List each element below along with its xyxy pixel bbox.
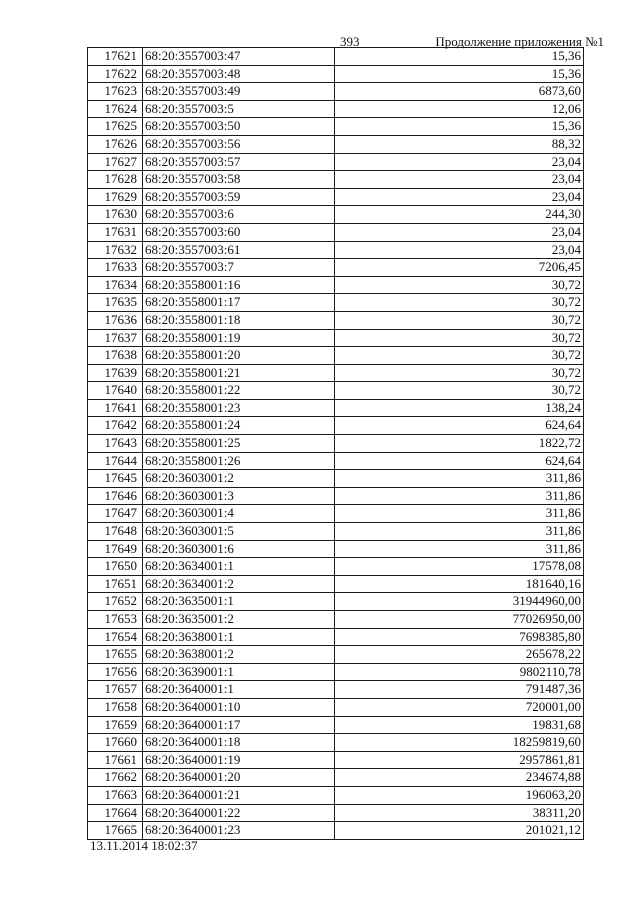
value-cell: 311,86 [335, 487, 584, 505]
cadastral-number-cell: 68:20:3557003:56 [143, 135, 335, 153]
value-cell: 624,64 [335, 452, 584, 470]
row-number-cell: 17629 [88, 188, 143, 206]
table-row [88, 118, 584, 136]
row-number-cell: 17649 [88, 540, 143, 558]
cadastral-number-cell: 68:20:3640001:17 [143, 716, 335, 734]
row-number-cell: 17642 [88, 417, 143, 435]
cadastral-number-cell: 68:20:3635001:1 [143, 593, 335, 611]
table-row [88, 329, 584, 347]
row-number-cell: 17640 [88, 382, 143, 400]
value-cell: 30,72 [335, 294, 584, 312]
table-row [88, 628, 584, 646]
table-row [88, 83, 584, 101]
cadastral-number-cell: 68:20:3558001:25 [143, 435, 335, 453]
row-number-cell: 17630 [88, 206, 143, 224]
row-number-cell: 17645 [88, 470, 143, 488]
cadastral-number-cell: 68:20:3640001:22 [143, 804, 335, 822]
row-number-cell: 17643 [88, 435, 143, 453]
value-cell: 31944960,00 [335, 593, 584, 611]
value-cell: 23,04 [335, 241, 584, 259]
cadastral-number-cell: 68:20:3640001:21 [143, 786, 335, 804]
cadastral-number-cell: 68:20:3603001:4 [143, 505, 335, 523]
value-cell: 23,04 [335, 223, 584, 241]
value-cell: 311,86 [335, 523, 584, 541]
value-cell: 720001,00 [335, 698, 584, 716]
table-row [88, 804, 584, 822]
value-cell: 311,86 [335, 470, 584, 488]
table-row [88, 452, 584, 470]
row-number-cell: 17658 [88, 698, 143, 716]
row-number-cell: 17624 [88, 100, 143, 118]
value-cell: 38311,20 [335, 804, 584, 822]
table-row [88, 135, 584, 153]
value-cell: 138,24 [335, 399, 584, 417]
table-row [88, 611, 584, 629]
value-cell: 2957861,81 [335, 751, 584, 769]
cadastral-number-cell: 68:20:3635001:2 [143, 611, 335, 629]
value-cell: 791487,36 [335, 681, 584, 699]
table-row [88, 294, 584, 312]
value-cell: 15,36 [335, 65, 584, 83]
table-row [88, 48, 584, 66]
value-cell: 265678,22 [335, 646, 584, 664]
value-cell: 30,72 [335, 347, 584, 365]
value-cell: 30,72 [335, 329, 584, 347]
cadastral-number-cell: 68:20:3558001:23 [143, 399, 335, 417]
value-cell: 244,30 [335, 206, 584, 224]
table-row [88, 435, 584, 453]
row-number-cell: 17628 [88, 171, 143, 189]
table-row [88, 663, 584, 681]
cadastral-number-cell: 68:20:3557003:50 [143, 118, 335, 136]
cadastral-number-cell: 68:20:3603001:6 [143, 540, 335, 558]
cadastral-table [87, 47, 583, 840]
table-row [88, 100, 584, 118]
value-cell: 234674,88 [335, 769, 584, 787]
row-number-cell: 17651 [88, 575, 143, 593]
cadastral-number-cell: 68:20:3557003:49 [143, 83, 335, 101]
footer-timestamp: 13.11.2014 18:02:37 [90, 838, 198, 853]
row-number-cell: 17664 [88, 804, 143, 822]
value-cell: 23,04 [335, 188, 584, 206]
table-row [88, 470, 584, 488]
table-row [88, 153, 584, 171]
value-cell: 1822,72 [335, 435, 584, 453]
cadastral-number-cell: 68:20:3603001:3 [143, 487, 335, 505]
value-cell: 12,06 [335, 100, 584, 118]
row-number-cell: 17646 [88, 487, 143, 505]
row-number-cell: 17641 [88, 399, 143, 417]
table-row [88, 822, 584, 840]
value-cell: 311,86 [335, 540, 584, 558]
row-number-cell: 17662 [88, 769, 143, 787]
table-body [88, 48, 584, 840]
row-number-cell: 17626 [88, 135, 143, 153]
cadastral-number-cell: 68:20:3557003:7 [143, 259, 335, 277]
cadastral-number-cell: 68:20:3558001:20 [143, 347, 335, 365]
value-cell: 30,72 [335, 311, 584, 329]
table-row [88, 646, 584, 664]
value-cell: 30,72 [335, 276, 584, 294]
cadastral-number-cell: 68:20:3640001:23 [143, 822, 335, 840]
value-cell: 201021,12 [335, 822, 584, 840]
value-cell: 19831,68 [335, 716, 584, 734]
table-row [88, 347, 584, 365]
row-number-cell: 17627 [88, 153, 143, 171]
cadastral-number-cell: 68:20:3639001:1 [143, 663, 335, 681]
row-number-cell: 17653 [88, 611, 143, 629]
table-row [88, 276, 584, 294]
row-number-cell: 17647 [88, 505, 143, 523]
row-number-cell: 17635 [88, 294, 143, 312]
table-row [88, 786, 584, 804]
value-cell: 77026950,00 [335, 611, 584, 629]
row-number-cell: 17665 [88, 822, 143, 840]
value-cell: 17578,08 [335, 558, 584, 576]
table-row [88, 311, 584, 329]
value-cell: 23,04 [335, 153, 584, 171]
cadastral-number-cell: 68:20:3557003:60 [143, 223, 335, 241]
table-row [88, 575, 584, 593]
cadastral-number-cell: 68:20:3603001:2 [143, 470, 335, 488]
row-number-cell: 17637 [88, 329, 143, 347]
cadastral-number-cell: 68:20:3558001:17 [143, 294, 335, 312]
row-number-cell: 17654 [88, 628, 143, 646]
row-number-cell: 17636 [88, 311, 143, 329]
table-row [88, 505, 584, 523]
value-cell: 181640,16 [335, 575, 584, 593]
table-row [88, 171, 584, 189]
row-number-cell: 17639 [88, 364, 143, 382]
row-number-cell: 17625 [88, 118, 143, 136]
value-cell: 15,36 [335, 48, 584, 66]
table-row [88, 593, 584, 611]
cadastral-number-cell: 68:20:3557003:59 [143, 188, 335, 206]
cadastral-number-cell: 68:20:3557003:57 [143, 153, 335, 171]
value-cell: 23,04 [335, 171, 584, 189]
table-row [88, 65, 584, 83]
row-number-cell: 17663 [88, 786, 143, 804]
row-number-cell: 17656 [88, 663, 143, 681]
value-cell: 30,72 [335, 382, 584, 400]
table-row [88, 769, 584, 787]
table-row [88, 364, 584, 382]
row-number-cell: 17661 [88, 751, 143, 769]
cadastral-number-cell: 68:20:3557003:5 [143, 100, 335, 118]
table-row [88, 698, 584, 716]
row-number-cell: 17648 [88, 523, 143, 541]
cadastral-number-cell: 68:20:3558001:18 [143, 311, 335, 329]
cadastral-number-cell: 68:20:3557003:58 [143, 171, 335, 189]
row-number-cell: 17638 [88, 347, 143, 365]
value-cell: 7698385,80 [335, 628, 584, 646]
cadastral-number-cell: 68:20:3557003:6 [143, 206, 335, 224]
cadastral-number-cell: 68:20:3640001:1 [143, 681, 335, 699]
cadastral-number-cell: 68:20:3638001:1 [143, 628, 335, 646]
row-number-cell: 17633 [88, 259, 143, 277]
value-cell: 15,36 [335, 118, 584, 136]
cadastral-number-cell: 68:20:3638001:2 [143, 646, 335, 664]
value-cell: 624,64 [335, 417, 584, 435]
table-row [88, 188, 584, 206]
table-row [88, 399, 584, 417]
cadastral-number-cell: 68:20:3634001:2 [143, 575, 335, 593]
cadastral-number-cell: 68:20:3640001:18 [143, 734, 335, 752]
row-number-cell: 17652 [88, 593, 143, 611]
row-number-cell: 17655 [88, 646, 143, 664]
table-row [88, 382, 584, 400]
row-number-cell: 17621 [88, 48, 143, 66]
cadastral-number-cell: 68:20:3557003:47 [143, 48, 335, 66]
table-row [88, 558, 584, 576]
cadastral-number-cell: 68:20:3634001:1 [143, 558, 335, 576]
table-row [88, 751, 584, 769]
row-number-cell: 17631 [88, 223, 143, 241]
row-number-cell: 17623 [88, 83, 143, 101]
row-number-cell: 17632 [88, 241, 143, 259]
value-cell: 196063,20 [335, 786, 584, 804]
table-row [88, 206, 584, 224]
row-number-cell: 17657 [88, 681, 143, 699]
row-number-cell: 17660 [88, 734, 143, 752]
value-cell: 9802110,78 [335, 663, 584, 681]
table-row [88, 259, 584, 277]
table-row [88, 417, 584, 435]
row-number-cell: 17659 [88, 716, 143, 734]
cadastral-number-cell: 68:20:3558001:22 [143, 382, 335, 400]
row-number-cell: 17622 [88, 65, 143, 83]
table-row [88, 734, 584, 752]
table-row [88, 241, 584, 259]
table-row [88, 681, 584, 699]
value-cell: 30,72 [335, 364, 584, 382]
value-cell: 6873,60 [335, 83, 584, 101]
row-number-cell: 17644 [88, 452, 143, 470]
cadastral-number-cell: 68:20:3557003:48 [143, 65, 335, 83]
table-row [88, 716, 584, 734]
table-row [88, 540, 584, 558]
appendix-continuation-note: Продолжение приложения №1 [435, 34, 604, 49]
row-number-cell: 17650 [88, 558, 143, 576]
row-number-cell: 17634 [88, 276, 143, 294]
cadastral-number-cell: 68:20:3640001:19 [143, 751, 335, 769]
cadastral-number-cell: 68:20:3640001:20 [143, 769, 335, 787]
value-cell: 18259819,60 [335, 734, 584, 752]
cadastral-number-cell: 68:20:3558001:21 [143, 364, 335, 382]
cadastral-number-cell: 68:20:3558001:16 [143, 276, 335, 294]
cadastral-number-cell: 68:20:3603001:5 [143, 523, 335, 541]
table-row [88, 223, 584, 241]
page-number: 393 [340, 34, 360, 49]
value-cell: 7206,45 [335, 259, 584, 277]
value-cell: 311,86 [335, 505, 584, 523]
cadastral-number-cell: 68:20:3640001:10 [143, 698, 335, 716]
value-cell: 88,32 [335, 135, 584, 153]
table-row [88, 523, 584, 541]
cadastral-number-cell: 68:20:3558001:26 [143, 452, 335, 470]
cadastral-number-cell: 68:20:3558001:19 [143, 329, 335, 347]
table-row [88, 487, 584, 505]
cadastral-number-cell: 68:20:3557003:61 [143, 241, 335, 259]
cadastral-number-cell: 68:20:3558001:24 [143, 417, 335, 435]
